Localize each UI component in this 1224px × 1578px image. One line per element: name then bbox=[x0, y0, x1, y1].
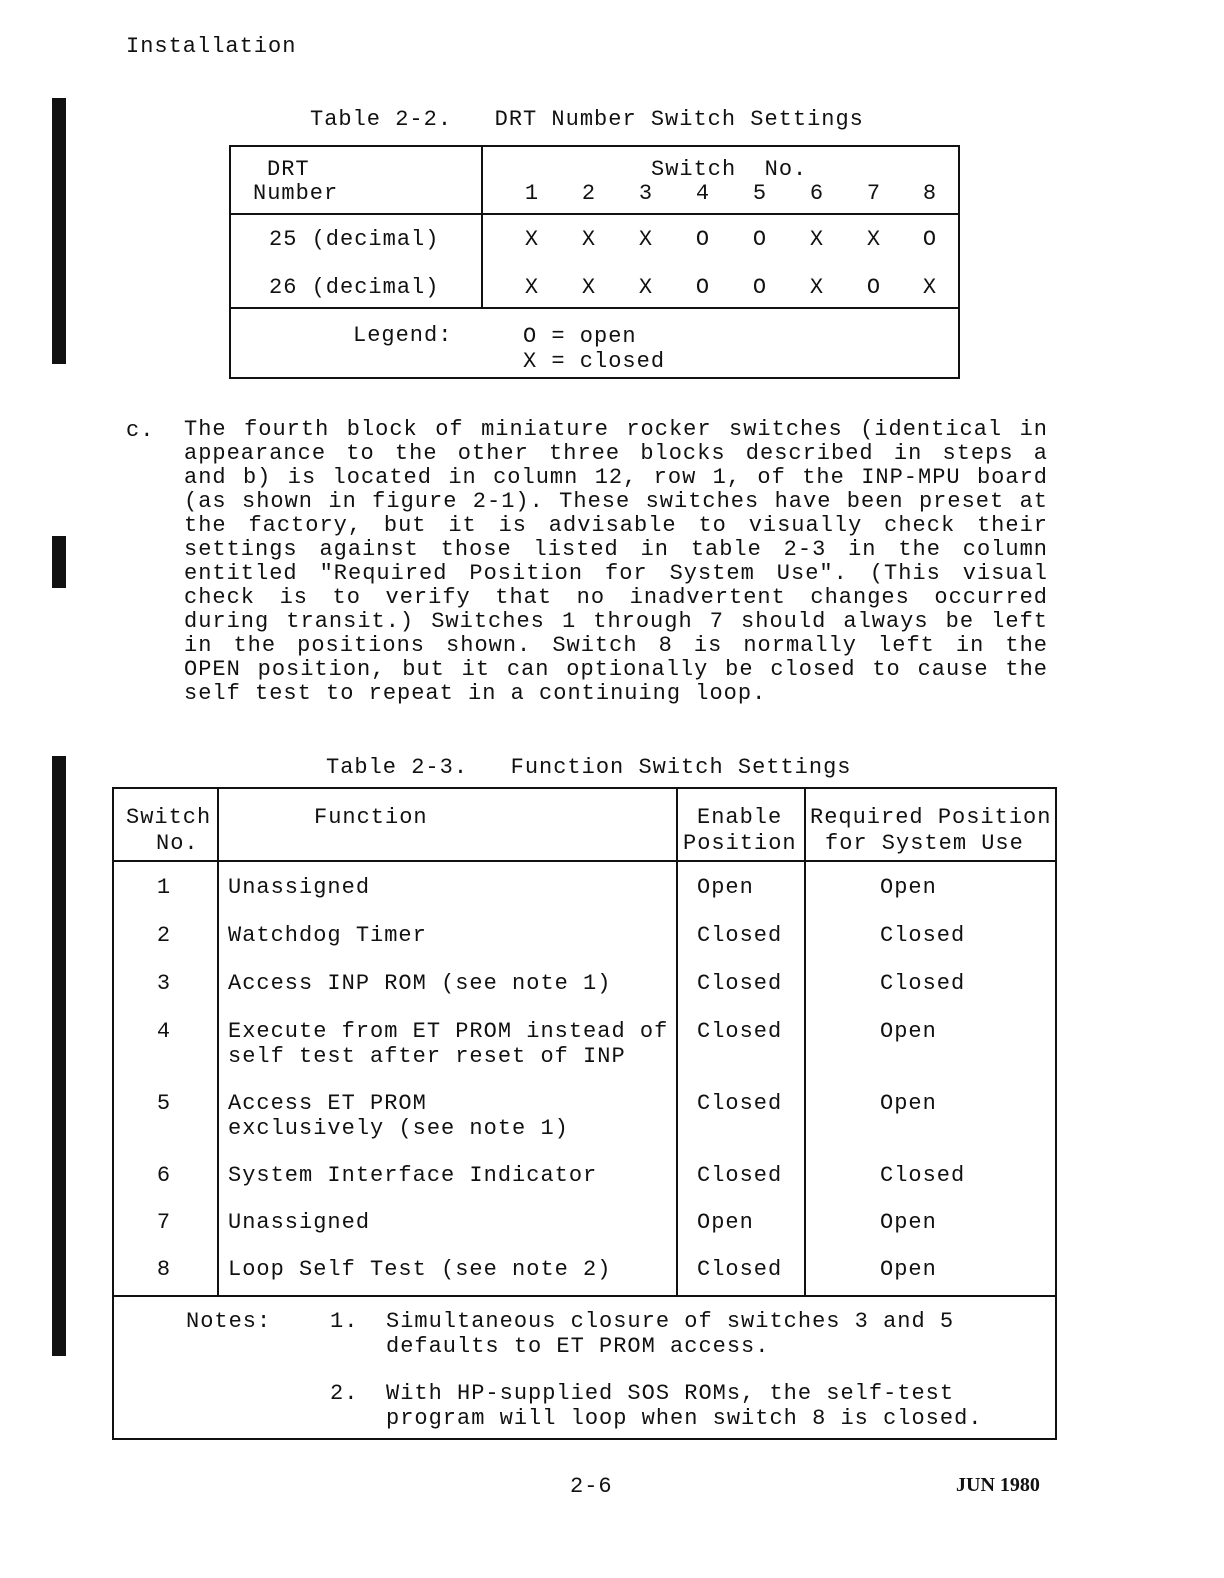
note-text: Simultaneous closure of switches 3 and 5 bbox=[386, 1309, 955, 1334]
legend-label: Legend: bbox=[353, 323, 453, 348]
required-position: Closed bbox=[880, 1163, 966, 1188]
switch-setting: X bbox=[809, 275, 825, 300]
function-text: Access ET PROM bbox=[228, 1091, 427, 1116]
switch-number: 3 bbox=[638, 181, 654, 206]
enable-position: Closed bbox=[697, 1019, 783, 1044]
required-position: Closed bbox=[880, 923, 966, 948]
step-label: c. bbox=[126, 418, 155, 443]
enable-position: Closed bbox=[697, 971, 783, 996]
enable-col-header: Enable bbox=[697, 805, 783, 830]
note-text: With HP-supplied SOS ROMs, the self-test bbox=[386, 1381, 955, 1406]
required-col-header-use: for System Use bbox=[825, 831, 1024, 856]
switch-number: 5 bbox=[752, 181, 768, 206]
switch-no: 4 bbox=[156, 1019, 172, 1044]
function-text: self test after reset of INP bbox=[228, 1044, 626, 1069]
step-paragraph: The fourth block of miniature rocker switches (identical in appearance to the other three blocks described in steps a and b) is located in column 12, row 1, of the INP-MPU board (as shown in figure 2-1). These switches have been preset at the factory, but it is advisable to visually check their settings against those listed in table 2-3 in the column entitled "Required Position for System Use". (This visual check is to verify that no inadvertent changes occurred during transit.) Switches 1 through 7 should always be left in the positions shown. Switch 8 is normally left in the OPEN position, but it can optionally be closed to cause the self test to repeat in a continuing loop. bbox=[184, 417, 1048, 706]
switch-setting: O bbox=[922, 227, 938, 252]
switch-no: 7 bbox=[156, 1210, 172, 1235]
enable-col-header-position: Position bbox=[683, 831, 797, 856]
number-header: Number bbox=[253, 181, 339, 206]
switch-no: 2 bbox=[156, 923, 172, 948]
switch-setting: O bbox=[866, 275, 882, 300]
enable-position: Closed bbox=[697, 1091, 783, 1116]
enable-position: Closed bbox=[697, 1163, 783, 1188]
switch-setting: X bbox=[524, 227, 540, 252]
table-divider bbox=[804, 789, 806, 1297]
function-switch-table bbox=[112, 787, 1057, 1440]
table-2-2-caption: Table 2-2. DRT Number Switch Settings bbox=[310, 107, 864, 132]
switch-col-header-no: No. bbox=[156, 831, 199, 856]
table-divider bbox=[114, 860, 1055, 862]
switch-setting: X bbox=[581, 275, 597, 300]
switch-col-header: Switch bbox=[126, 805, 212, 830]
notes-label: Notes: bbox=[186, 1309, 272, 1334]
switch-number: 8 bbox=[922, 181, 938, 206]
function-text: Watchdog Timer bbox=[228, 923, 427, 948]
switch-no: 1 bbox=[156, 875, 172, 900]
switch-no-header: Switch No. bbox=[651, 157, 808, 182]
drt-number: 26 (decimal) bbox=[269, 275, 440, 300]
switch-number: 1 bbox=[524, 181, 540, 206]
switch-setting: O bbox=[752, 275, 768, 300]
drt-switch-table bbox=[229, 145, 960, 379]
switch-setting: X bbox=[809, 227, 825, 252]
drt-header: DRT bbox=[267, 157, 310, 182]
legend-open: O = open bbox=[523, 324, 637, 349]
function-text: Access INP ROM (see note 1) bbox=[228, 971, 612, 996]
table-2-3-caption: Table 2-3. Function Switch Settings bbox=[326, 755, 852, 780]
switch-number: 2 bbox=[581, 181, 597, 206]
switch-setting: X bbox=[866, 227, 882, 252]
note-text: program will loop when switch 8 is closed. bbox=[386, 1406, 983, 1431]
required-position: Open bbox=[880, 1257, 937, 1282]
switch-number: 7 bbox=[866, 181, 882, 206]
change-bar bbox=[52, 536, 66, 588]
switch-setting: X bbox=[922, 275, 938, 300]
switch-setting: X bbox=[581, 227, 597, 252]
drt-number: 25 (decimal) bbox=[269, 227, 440, 252]
switch-setting: X bbox=[638, 275, 654, 300]
table-divider bbox=[231, 307, 958, 309]
switch-setting: O bbox=[695, 227, 711, 252]
required-position: Open bbox=[880, 1019, 937, 1044]
change-bar bbox=[52, 98, 66, 364]
legend-closed: X = closed bbox=[523, 349, 666, 374]
enable-position: Closed bbox=[697, 923, 783, 948]
function-text: Unassigned bbox=[228, 1210, 371, 1235]
switch-number: 4 bbox=[695, 181, 711, 206]
note-text: defaults to ET PROM access. bbox=[386, 1334, 770, 1359]
switch-no: 6 bbox=[156, 1163, 172, 1188]
section-header: Installation bbox=[126, 34, 297, 59]
function-text: Loop Self Test (see note 2) bbox=[228, 1257, 612, 1282]
enable-position: Open bbox=[697, 1210, 754, 1235]
table-divider bbox=[676, 789, 678, 1297]
required-col-header: Required Position bbox=[810, 805, 1052, 830]
table-divider bbox=[481, 147, 483, 309]
switch-no: 8 bbox=[156, 1257, 172, 1282]
switch-setting: O bbox=[752, 227, 768, 252]
function-text: Unassigned bbox=[228, 875, 371, 900]
switch-setting: X bbox=[638, 227, 654, 252]
change-bar bbox=[52, 756, 66, 1356]
switch-no: 5 bbox=[156, 1091, 172, 1116]
table-divider bbox=[114, 1295, 1055, 1297]
switch-setting: X bbox=[524, 275, 540, 300]
required-position: Open bbox=[880, 875, 937, 900]
function-text: Execute from ET PROM instead of bbox=[228, 1019, 669, 1044]
function-col-header: Function bbox=[314, 805, 428, 830]
function-text: exclusively (see note 1) bbox=[228, 1116, 569, 1141]
switch-no: 3 bbox=[156, 971, 172, 996]
required-position: Open bbox=[880, 1091, 937, 1116]
enable-position: Closed bbox=[697, 1257, 783, 1282]
revision-date: JUN 1980 bbox=[956, 1474, 1040, 1496]
table-divider bbox=[231, 213, 958, 215]
note-number: 2. bbox=[330, 1381, 359, 1406]
note-number: 1. bbox=[330, 1309, 359, 1334]
required-position: Closed bbox=[880, 971, 966, 996]
switch-number: 6 bbox=[809, 181, 825, 206]
function-text: System Interface Indicator bbox=[228, 1163, 598, 1188]
table-divider bbox=[217, 789, 219, 1297]
enable-position: Open bbox=[697, 875, 754, 900]
page-number: 2-6 bbox=[570, 1474, 613, 1499]
switch-setting: O bbox=[695, 275, 711, 300]
required-position: Open bbox=[880, 1210, 937, 1235]
